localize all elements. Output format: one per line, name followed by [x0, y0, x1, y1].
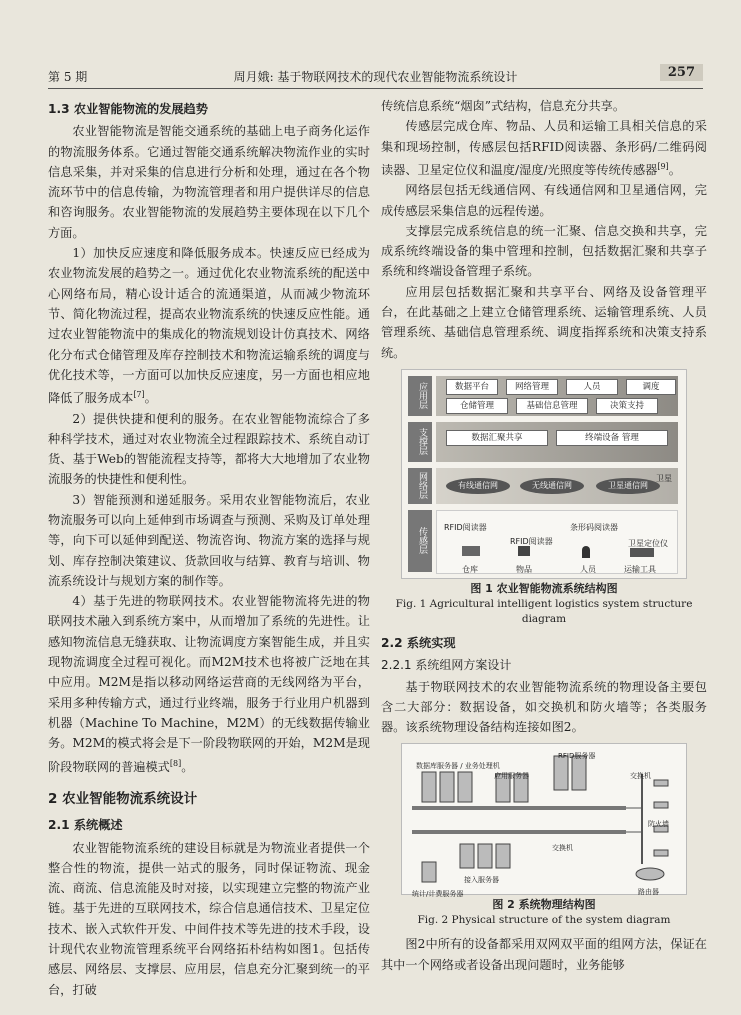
citation: [7]	[133, 390, 145, 400]
paragraph: 基于物联网技术的农业智能物流系统的物理设备主要包含二大部分：数据设备，如交换机和防火墙等；各类服务器。该系统物理设备结构连接如图2。	[381, 679, 707, 735]
item-label: 物品	[516, 564, 532, 574]
paragraph: 1）加快反应速度和降低服务成本。快速反应已经成为农业物流发展的趋势之一。通过优化农业物流系统的配送中心网络布局，精心设计适合的流通渠道，从而减少物流环节、简化物流过程，提高农业物流系统的快速反应性能。通过农业智能物流中的集成化的物流规划设计仿真技术、网络化分布式仓储管理及库存控制技术和物流运输系统的调度与优化技术等，一方面可以加快反应速度，另一方面也相应地降低了服务成本[7]。	[48, 246, 370, 406]
citation: [9]	[657, 161, 669, 171]
layer-tag-support: 支撑层	[408, 422, 432, 462]
issue-label: 第 5 期	[48, 70, 88, 84]
app-box: 基础信息管理	[516, 398, 588, 414]
paragraph: 传统信息系统“烟囱”式结构，信息充分共享。	[381, 99, 626, 113]
network-oval: 有线通信网	[446, 478, 510, 494]
running-title: 周月娥: 基于物联网技术的现代农业智能物流系统设计	[233, 70, 518, 84]
paragraph: 网络层包括无线通信网、有线通信网和卫星通信网，完成传感层采集信息的远程传递。	[381, 183, 707, 218]
app-box: 人员	[566, 379, 618, 395]
rfid-server-label: RFID服务器	[558, 752, 596, 761]
section-heading-2-2: 2.2 系统实现	[381, 635, 456, 650]
firewall-label: 防火墙	[648, 820, 669, 829]
truck-icon	[630, 548, 654, 557]
figure-1-caption-en: Fig. 1 Agricultural intelligent logistics system structure diagram	[395, 597, 693, 625]
app-box: 数据平台	[446, 379, 498, 395]
support-box: 终端设备 管理	[556, 430, 668, 446]
figure-2-physical-structure	[401, 743, 687, 899]
section-heading-2-2-1: 2.2.1 系统组网方案设计	[381, 658, 512, 673]
item-label: 仓库	[462, 564, 478, 574]
app-server-label: 应用服务器	[494, 772, 529, 781]
sensing-icons	[462, 546, 662, 558]
paragraph: 3）智能预测和递延服务。采用农业智能物流后，农业物流服务可以向上延伸到市场调查与预测、采购及订单处理等，向下可以延伸到配送、物流咨询、物流方案的选择与规划、库存控制决策建议、货款回收与结算、教育与培训、物流系统设计与规划方案的制作等。	[48, 492, 370, 588]
satellite-label: 卫星	[656, 473, 672, 483]
section-heading-2: 2 农业智能物流系统设计	[48, 790, 198, 807]
layer-tag-sensing: 传感层	[408, 510, 432, 572]
item-label: 人员	[580, 564, 596, 574]
switch-label: 交换机	[552, 844, 573, 853]
layer-tag-network: 网络层	[408, 468, 432, 504]
db-server-label: 数据库服务器 / 业务处理机	[416, 762, 500, 771]
person-icon	[582, 546, 590, 558]
figure-2-caption-en: Fig. 2 Physical structure of the system diagram	[417, 914, 671, 927]
section-heading-1-3: 1.3 农业智能物流的发展趋势	[48, 102, 208, 116]
left-column	[48, 96, 370, 1000]
network-oval: 卫星通信网	[596, 478, 660, 494]
paragraph: 2）提供快捷和便利的服务。在农业智能物流综合了多种科学技术，通过对农业物流全过程跟踪技术、系统自动订货、基于Web的智能流程支持等，都将大大地增加了农业物流服务的快捷性和便利性。	[48, 411, 370, 487]
gps-label: 卫星定位仪	[628, 538, 668, 548]
paragraph: 农业智能物流是智能交通系统的基础上电子商务化运作的物流服务体系。它通过智能交通系统解决物流作业的实时信息采集，并对采集的信息进行分析和处理，通过在各个物流环节中的信息传输，为物流管理者和用户提供详尽的信息和咨询服务。农业智能物流的发展趋势主要体现在以下几个方面。	[48, 124, 370, 240]
app-box: 决策支持	[596, 398, 658, 414]
section-heading-2-1: 2.1 系统概述	[48, 818, 123, 833]
network-oval: 无线通信网	[520, 478, 584, 494]
router-label: 路由器	[638, 888, 659, 897]
switch-label: 交换机	[630, 772, 651, 781]
support-box: 数据汇聚共享	[446, 430, 548, 446]
paragraph: 4）基于先进的物联网技术。农业智能物流将先进的物联网技术融入到系统方案中，从而增加了系统的先进性。让感知物流信息无缝获取、让物流调度方案智能生成，并且实现物流调度全过程可视化。而M2M技术也将被广泛地在其中应用。M2M是指以移动网络运营商的无线网络为平台，采用多种传输方式，通过行业终端，服务于行业用户机器到机器（Machine To Machine，M2M）的无线数据传输业务。M2M的模式将会是下一阶段物联网的开始，M2M是现阶段物联网的普遍模式[8]。	[48, 594, 370, 774]
app-box: 调度	[626, 379, 676, 395]
figure-1-system-structure	[401, 369, 687, 579]
barcode-reader-label: 条形码阅读器	[570, 522, 618, 532]
paragraph: 应用层包括数据汇聚和共享平台、网络及设备管理平台，在此基础之上建立仓储管理系统、运输管理系统、人员管理系统、基础信息管理系统、调度指挥系统和决策支持系统。	[381, 284, 707, 360]
figure-1-caption-cn: 图 1 农业智能物流系统结构图	[470, 581, 618, 595]
figure-2-caption-cn: 图 2 系统物理结构图	[492, 898, 596, 912]
app-box: 网络管理	[506, 379, 558, 395]
right-column	[381, 96, 707, 975]
app-box: 仓储管理	[446, 398, 508, 414]
item-label: 运输工具	[624, 564, 656, 574]
layer-tag-application: 应用层	[408, 376, 432, 416]
paragraph: 传感层完成仓库、物品、人员和运输工具相关信息的采集和现场控制，传感层包括RFID阅读器、条形码/二维码阅读器、卫星定位仪和温度/湿度/光照度等传统传感器[9]。	[381, 119, 707, 177]
citation: [8]	[169, 758, 182, 768]
stat-server-label: 统计/计费服务器	[412, 890, 464, 899]
running-header	[48, 62, 703, 88]
rfid-reader-label: RFID阅读器	[510, 536, 553, 546]
warehouse-icon	[462, 546, 480, 556]
page-number: 257	[660, 64, 703, 81]
access-server-label: 接入服务器	[464, 876, 499, 885]
paragraph: 支撑层完成系统信息的统一汇聚、信息交换和共享，完成系统终端设备的集中管理和控制，包括数据汇聚和共享子系统和终端设备管理子系统。	[381, 223, 707, 279]
header-rule	[48, 88, 703, 89]
paragraph: 农业智能物流系统的建设目标就是为物流业者提供一个整合性的物流，提供一站式的服务，同时保证物流、现金流、商流、信息流能及时对接，以实现建立完整的物流产业链。基于先进的互联网技术，综合信息通信技术、卫星定位技术、嵌入式软件开发、中间件技术等先进的技术手段，设计现代农业物流管理系统平台网络拓朴结构如图1。包括传感层、网络层、支撑层、应用层，信息充分汇聚到统一的平台，打破	[48, 840, 370, 997]
box-icon	[518, 546, 530, 556]
rfid-reader-label: RFID阅读器	[444, 522, 487, 532]
paragraph: 图2中所有的设备都采用双网双平面的组网方法，保证在其中一个网络或者设备出现问题时，业务能够	[381, 937, 707, 972]
